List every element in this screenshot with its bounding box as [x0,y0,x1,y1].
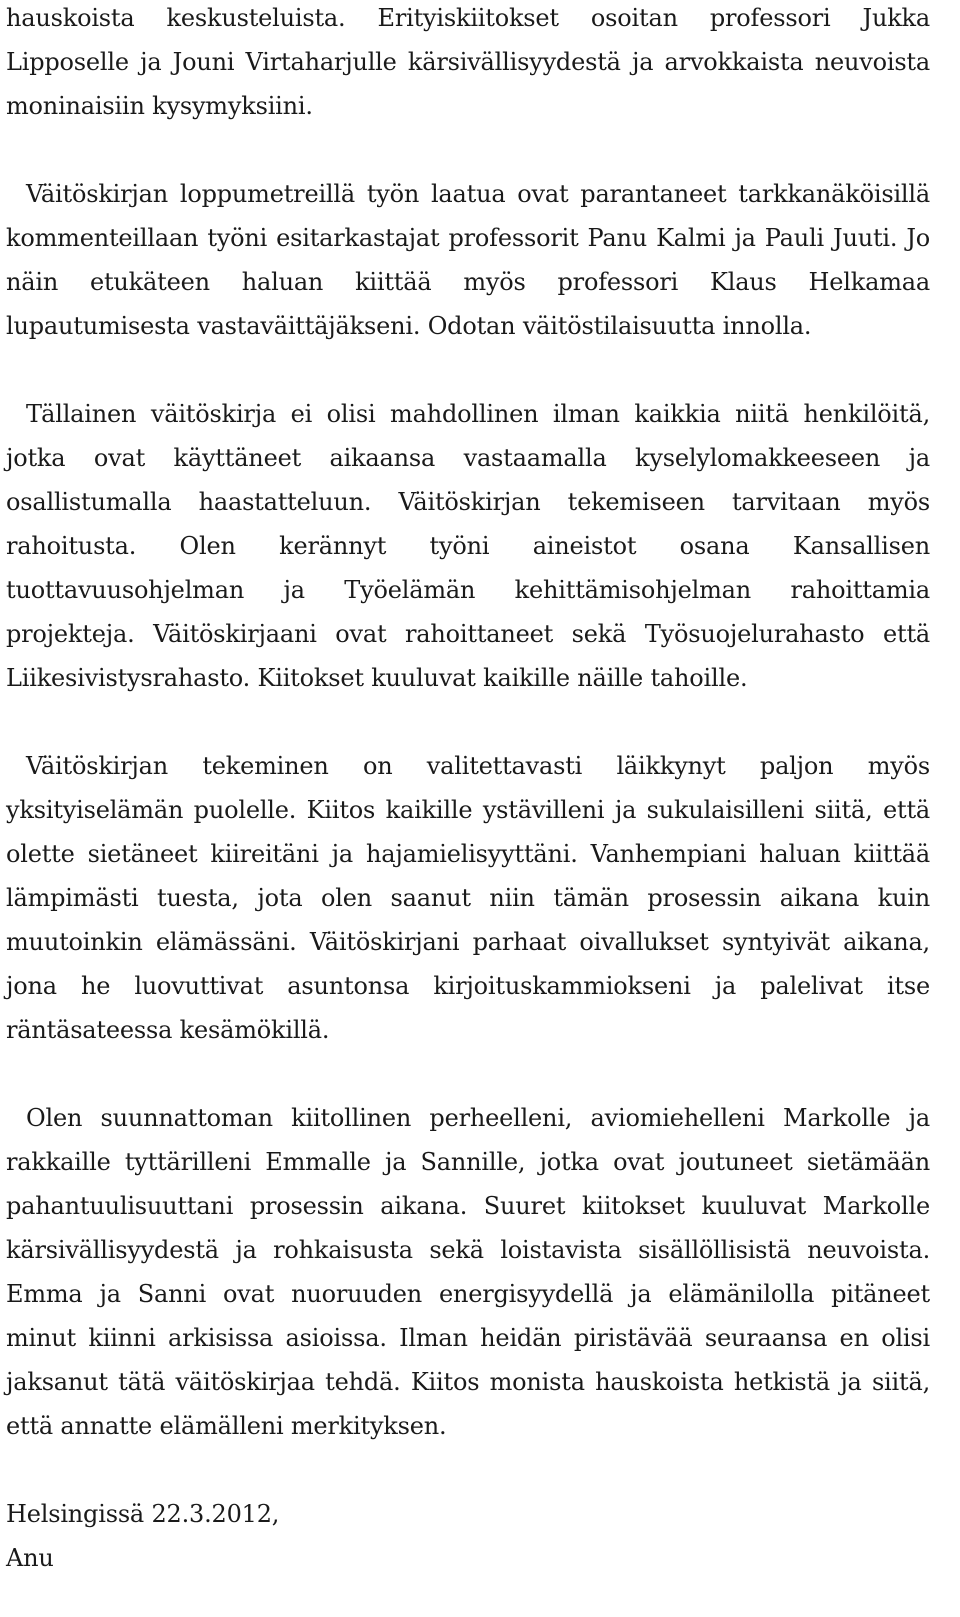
paragraph-gap [6,348,930,392]
signature-name: Anu [6,1544,54,1572]
paragraph-4: Väitöskirjan tekeminen on valitettavasti läikkynyt paljon myös yksityiselämän puolelle. Kiitos kaikille ystävilleni ja sukulaisilleni siitä, että olette sietäneet kiireitäni ja hajamielisyyttäni. Vanhempiani haluan kiittää lämpimästi tuesta, jota olen saanut niin tämän prosessin aikana kuin muutoinkin elämässäni. Väitöskirjani parhaat oivallukset syntyivät aikana, jona he luovuttivat asuntonsa kirjoituskammiokseni ja palelivat itse räntäsateessa kesämökillä. [6,752,930,1044]
paragraph-2: Väitöskirjan loppumetreillä työn laatua ovat parantaneet tarkkanäköisillä kommenteillaan työni esitarkastajat professorit Panu Kalmi ja Pauli Juuti. Jo näin etukäteen haluan kiittää myös professori Klaus Helkamaa lupautumisesta vastaväittäjäkseni. Odotan väitöstilaisuutta innolla. [6,180,930,340]
document-page [6,0,930,1580]
paragraph-5: Olen suunnattoman kiitollinen perheelleni, aviomiehelleni Markolle ja rakkaille tyttärilleni Emmalle ja Sannille, jotka ovat joutuneet sietämään pahantuulisuuttani prosessin aikana. Suuret kiitokset kuuluvat Markolle kärsivällisyydestä ja rohkaisusta sekä loistavista sisällöllisistä neuvoista. Emma ja Sanni ovat nuoruuden energisyydellä ja elämänilolla pitäneet minut kiinni arkisissa asioissa. Ilman heidän piristävää seuraansa en olisi jaksanut tätä väitöskirjaa tehdä. Kiitos monista hauskoista hetkistä ja siitä, että annatte elämälleni merkityksen. [6,1104,930,1440]
paragraph-gap [6,1052,930,1096]
signature-place-date: Helsingissä 22.3.2012, [6,1500,280,1528]
paragraph-gap [6,700,930,744]
paragraph-gap [6,1448,930,1492]
paragraph-gap [6,128,930,172]
paragraph-3: Tällainen väitöskirja ei olisi mahdollinen ilman kaikkia niitä henkilöitä, jotka ovat käyttäneet aikaansa vastaamalla kyselylomakkeeseen ja osallistumalla haastatteluun. Väitöskirjan tekemiseen tarvitaan myös rahoitusta. Olen kerännyt työni aineistot osana Kansallisen tuottavuusohjelman ja Työelämän kehittämisohjelman rahoittamia projekteja. Väitöskirjaani ovat rahoittaneet sekä Työsuojelurahasto että Liikesivistysrahasto. Kiitokset kuuluvat kaikille näille tahoille. [6,400,930,692]
paragraph-1: hauskoista keskusteluista. Erityiskiitokset osoitan professori Jukka Lipposelle ja Jouni Virtaharjulle kärsivällisyydestä ja arvokkaista neuvoista moninaisiin kysymyksiini. [6,4,930,120]
signature-block [6,1492,930,1580]
